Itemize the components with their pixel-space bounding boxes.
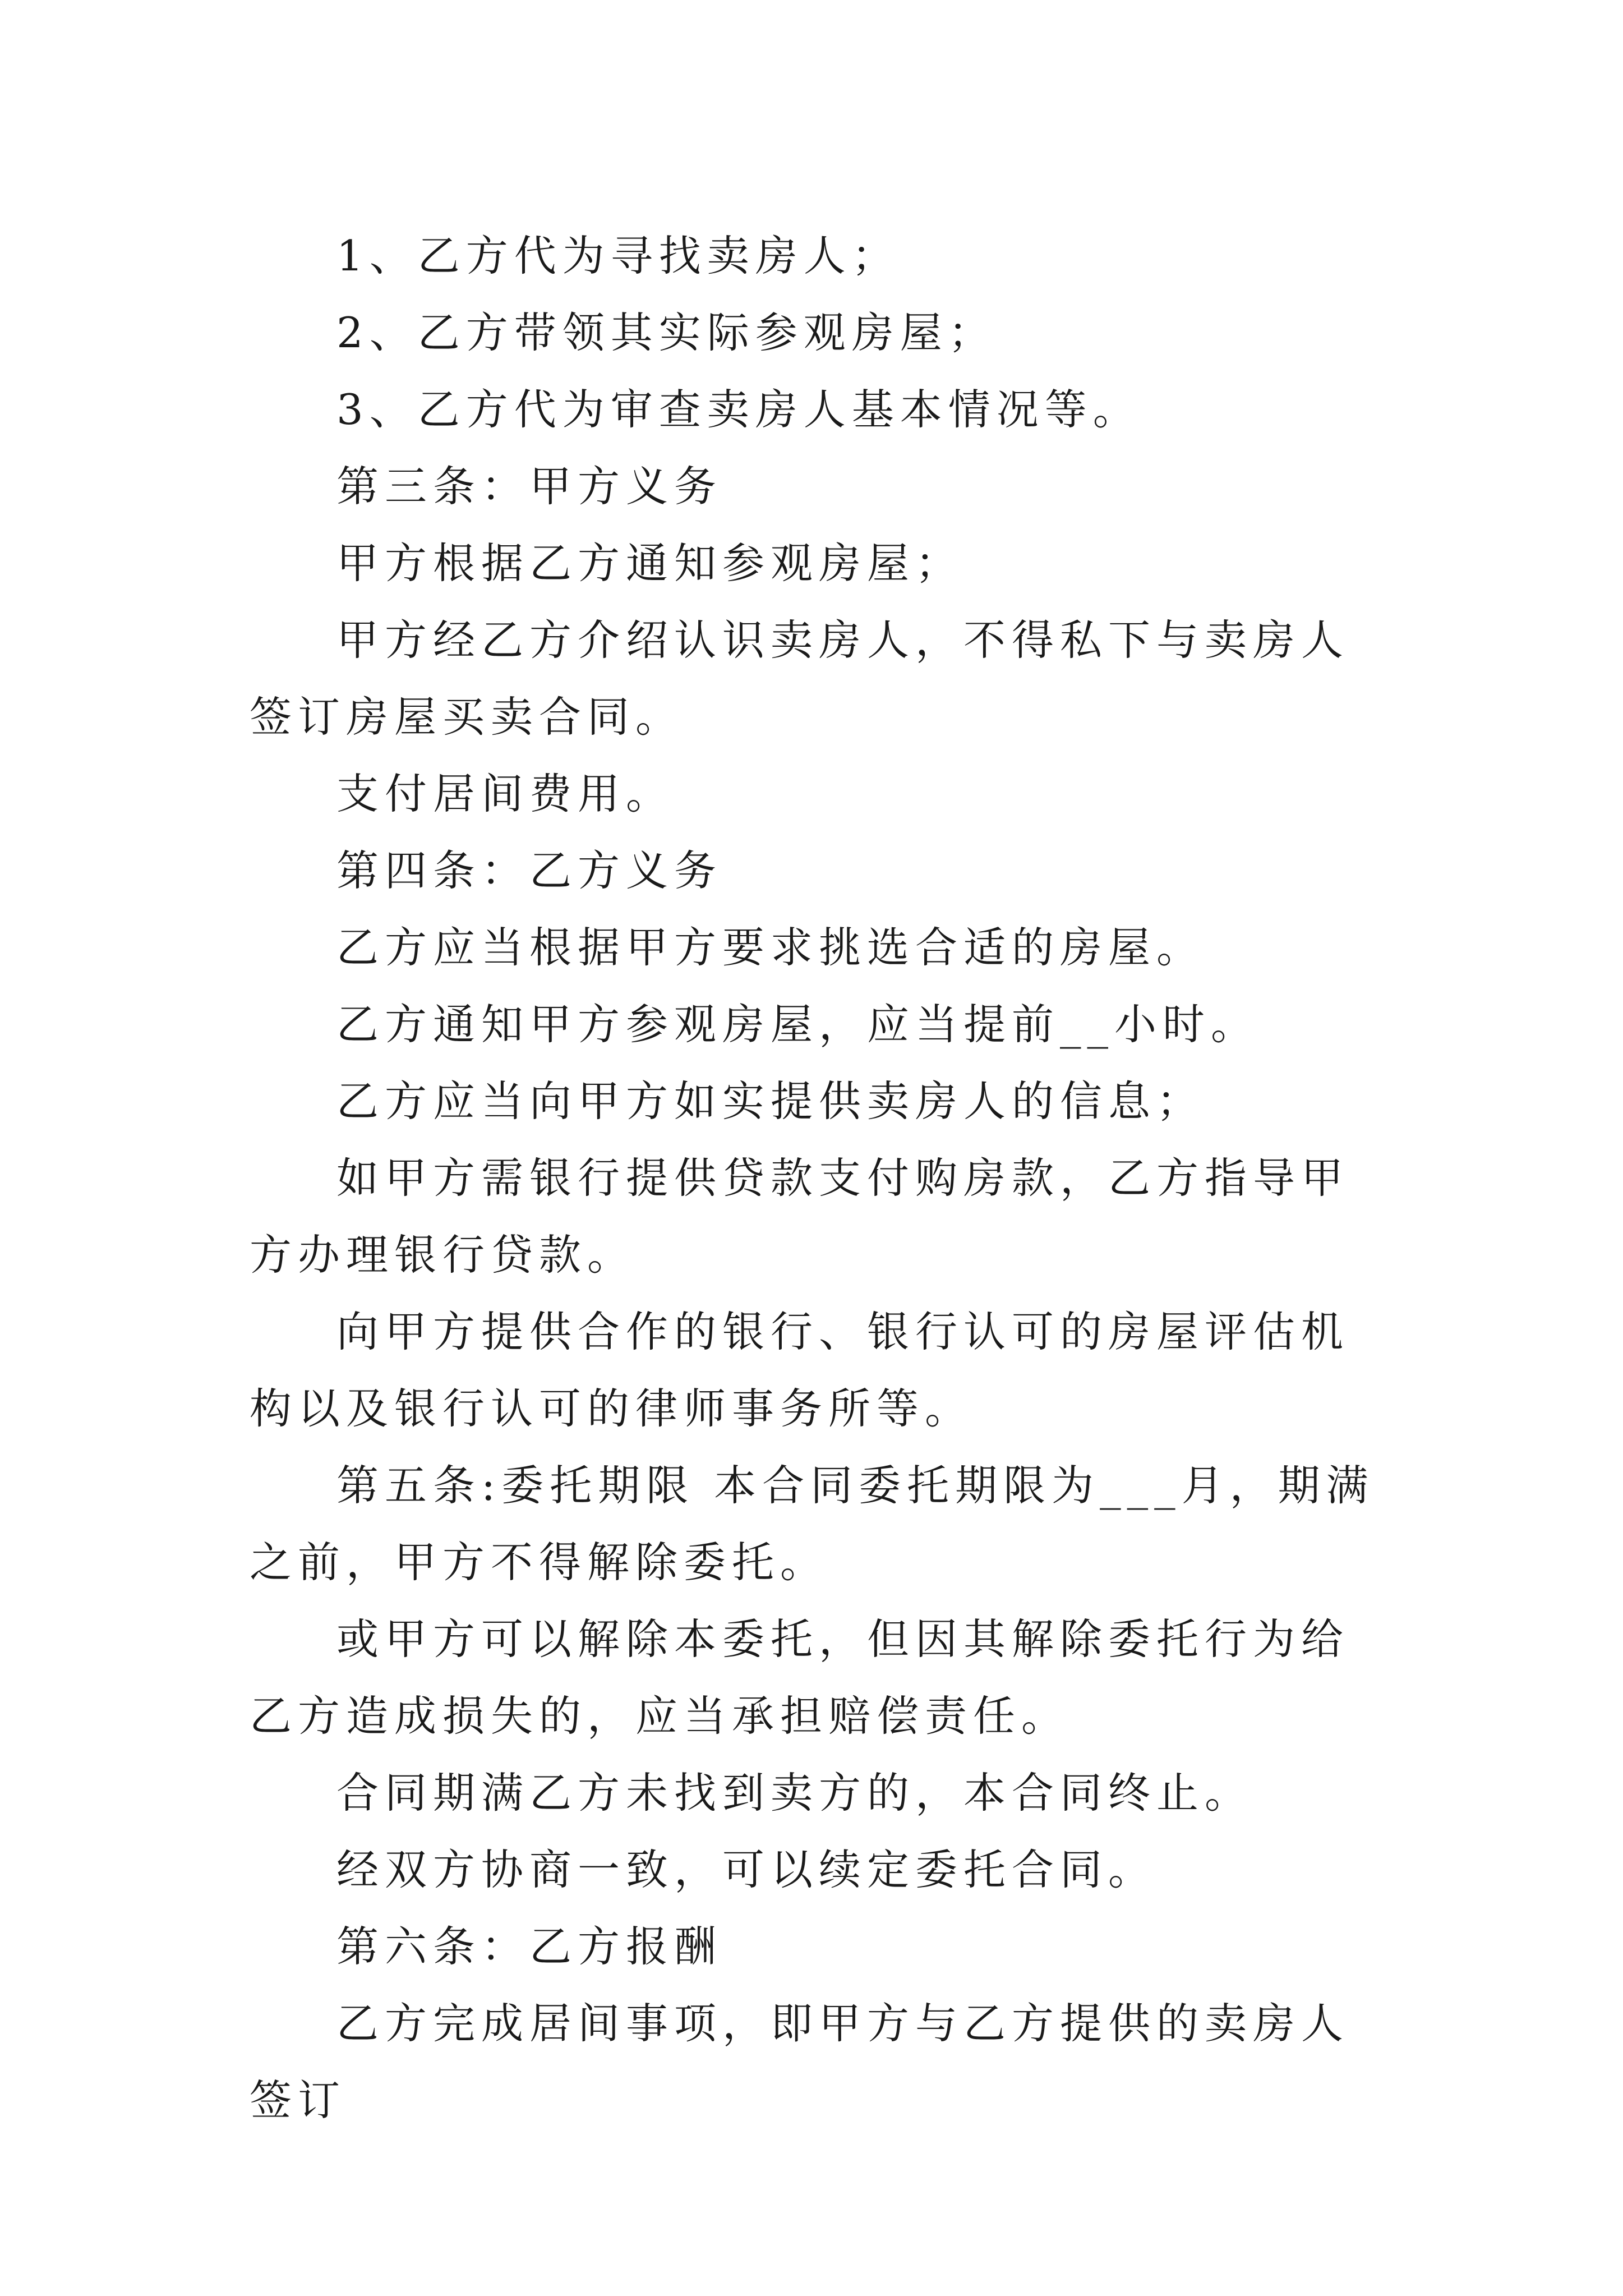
paragraph: 向甲方提供合作的银行、银行认可的房屋评估机构以及银行认可的律师事务所等。 [250,1307,1350,1433]
section-heading: 第五条:委托期限 本合同委托期限为___月，期满之前，甲方不得解除委托。 [250,1461,1375,1587]
paragraph: 支付居间费用。 [336,769,675,818]
paragraph: 或甲方可以解除本委托，但因其解除委托行为给乙方造成损失的，应当承担赔偿责任。 [250,1614,1350,1741]
paragraph: 2、乙方带领其实际参观房屋； [336,308,997,357]
section-heading: 第六条：乙方报酬 [336,1922,723,1971]
paragraph: 如甲方需银行提供贷款支付购房款，乙方指导甲方办理银行贷款。 [250,1153,1350,1280]
paragraph: 甲方根据乙方通知参观房屋； [336,539,964,588]
paragraph: 1、乙方代为寻找卖房人； [336,231,900,280]
paragraph: 乙方完成居间事项，即甲方与乙方提供的卖房人签订 [250,1999,1350,2125]
paragraph: 经双方协商一致，可以续定委托合同。 [336,1845,1157,1894]
paragraph: 乙方通知甲方参观房屋，应当提前__小时。 [336,1000,1260,1049]
paragraph: 甲方经乙方介绍认识卖房人，不得私下与卖房人签订房屋买卖合同。 [250,615,1350,742]
section-heading: 第四条：乙方义务 [336,846,723,895]
paragraph: 合同期满乙方未找到卖方的，本合同终止。 [336,1768,1253,1818]
paragraph: 乙方应当向甲方如实提供卖房人的信息； [336,1076,1205,1126]
paragraph: 3、乙方代为审查卖房人基本情况等。 [336,385,1141,434]
document-body [250,218,1382,2139]
section-heading: 第三条：甲方义务 [336,462,723,511]
paragraph: 乙方应当根据甲方要求挑选合适的房屋。 [336,923,1205,972]
